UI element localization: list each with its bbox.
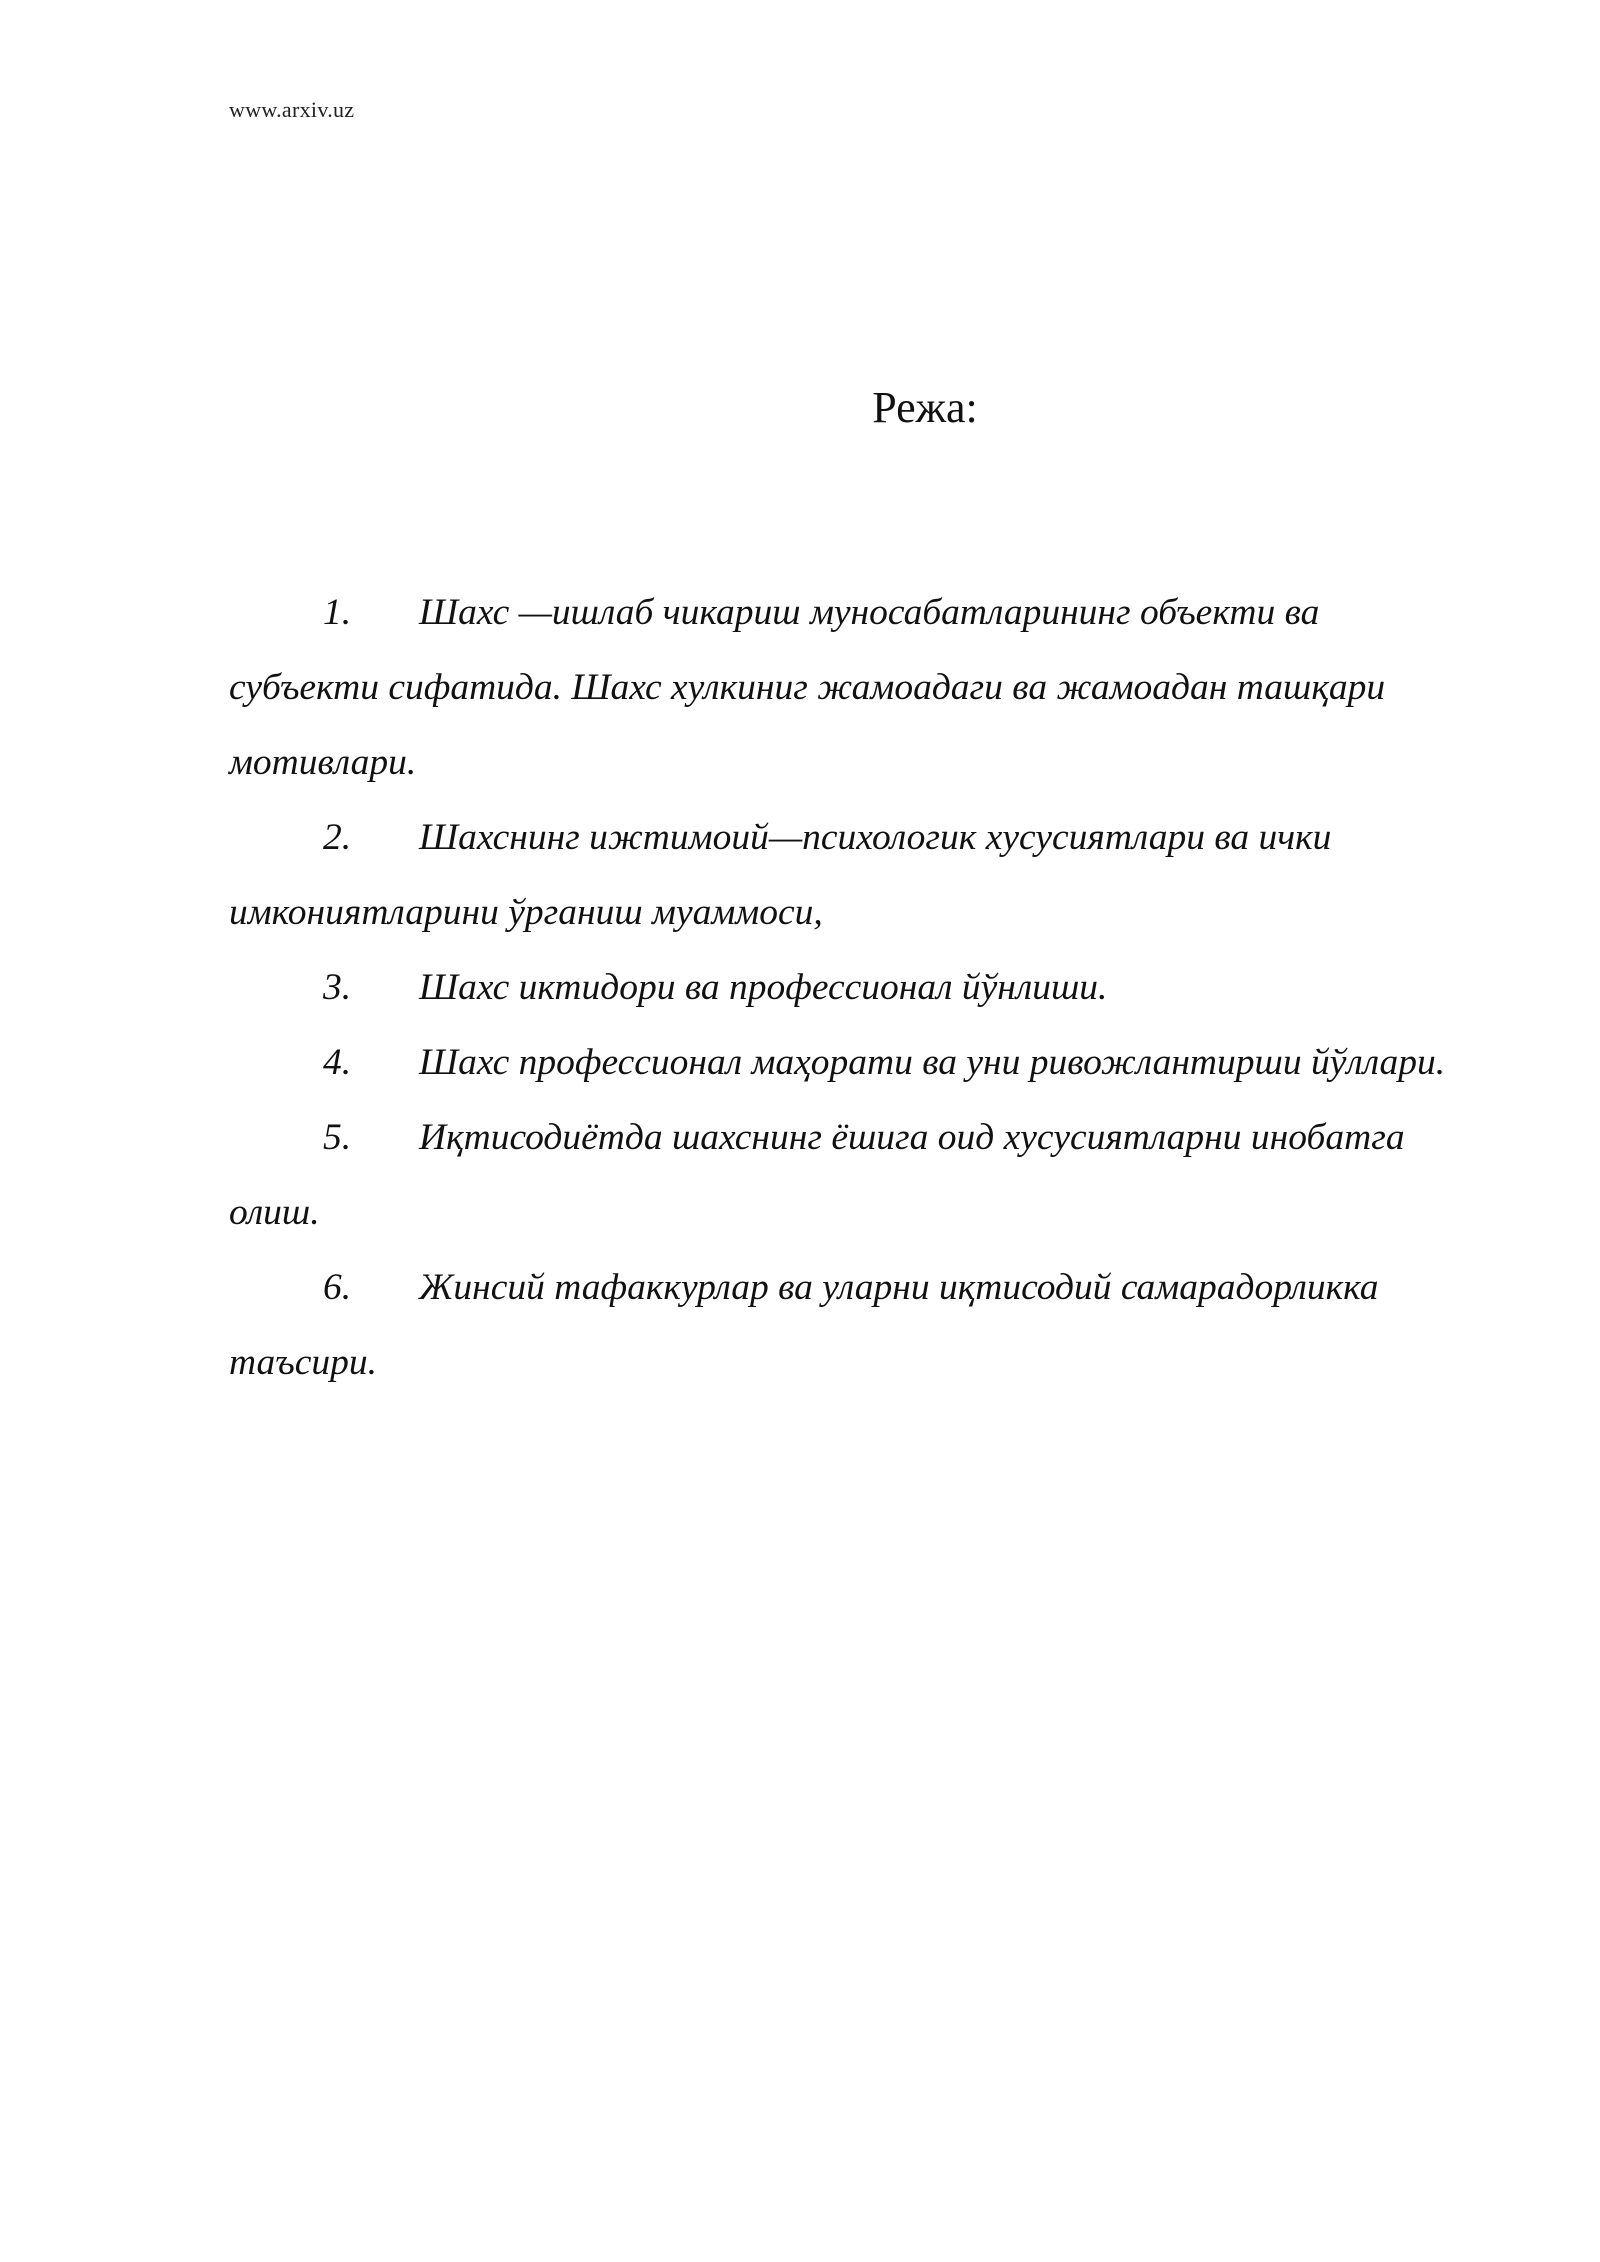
list-item-4 [229, 1025, 1474, 1100]
list-item-1 [229, 575, 1474, 800]
list-item-6 [229, 1250, 1474, 1400]
site-header-url: www.arxiv.uz [229, 97, 355, 122]
list-item-number: 4. [323, 1042, 352, 1083]
list-item-number: 2. [323, 817, 352, 858]
list-item-text: Иқтисодиётда шахснинг ёшига оид хусусиятларни инобатга олиш. [229, 1117, 1405, 1233]
list-item-text: Шахс профессионал маҳорати ва уни ривожлантирши йўллари. [419, 1042, 1446, 1083]
list-item-text: Шахс иктидори ва профессионал йўнлиши. [419, 967, 1108, 1008]
list-item-text: Жинсий тафаккурлар ва уларни иқтисодий самарадорликка таъсири. [229, 1267, 1379, 1383]
list-item-number: 6. [323, 1267, 352, 1308]
plan-list [229, 575, 1474, 1400]
list-item-3 [229, 950, 1474, 1025]
list-item-5 [229, 1100, 1474, 1250]
list-item-number: 1. [323, 592, 352, 633]
list-item-number: 5. [323, 1117, 352, 1158]
plan-title: Режа: [872, 383, 978, 432]
list-item-number: 3. [323, 967, 352, 1008]
list-item-text: Шахснинг ижтимоий—психологик хусусиятлари ва ички имкониятларини ўрганиш муаммоси, [229, 817, 1332, 933]
list-item-text: Шахс —ишлаб чикариш муносабатларининг объекти ва субъекти сифатида. Шахс хулкиниг жамоадаги ва жамоадан ташқари мотивлари. [229, 592, 1386, 783]
list-item-2 [229, 800, 1474, 950]
